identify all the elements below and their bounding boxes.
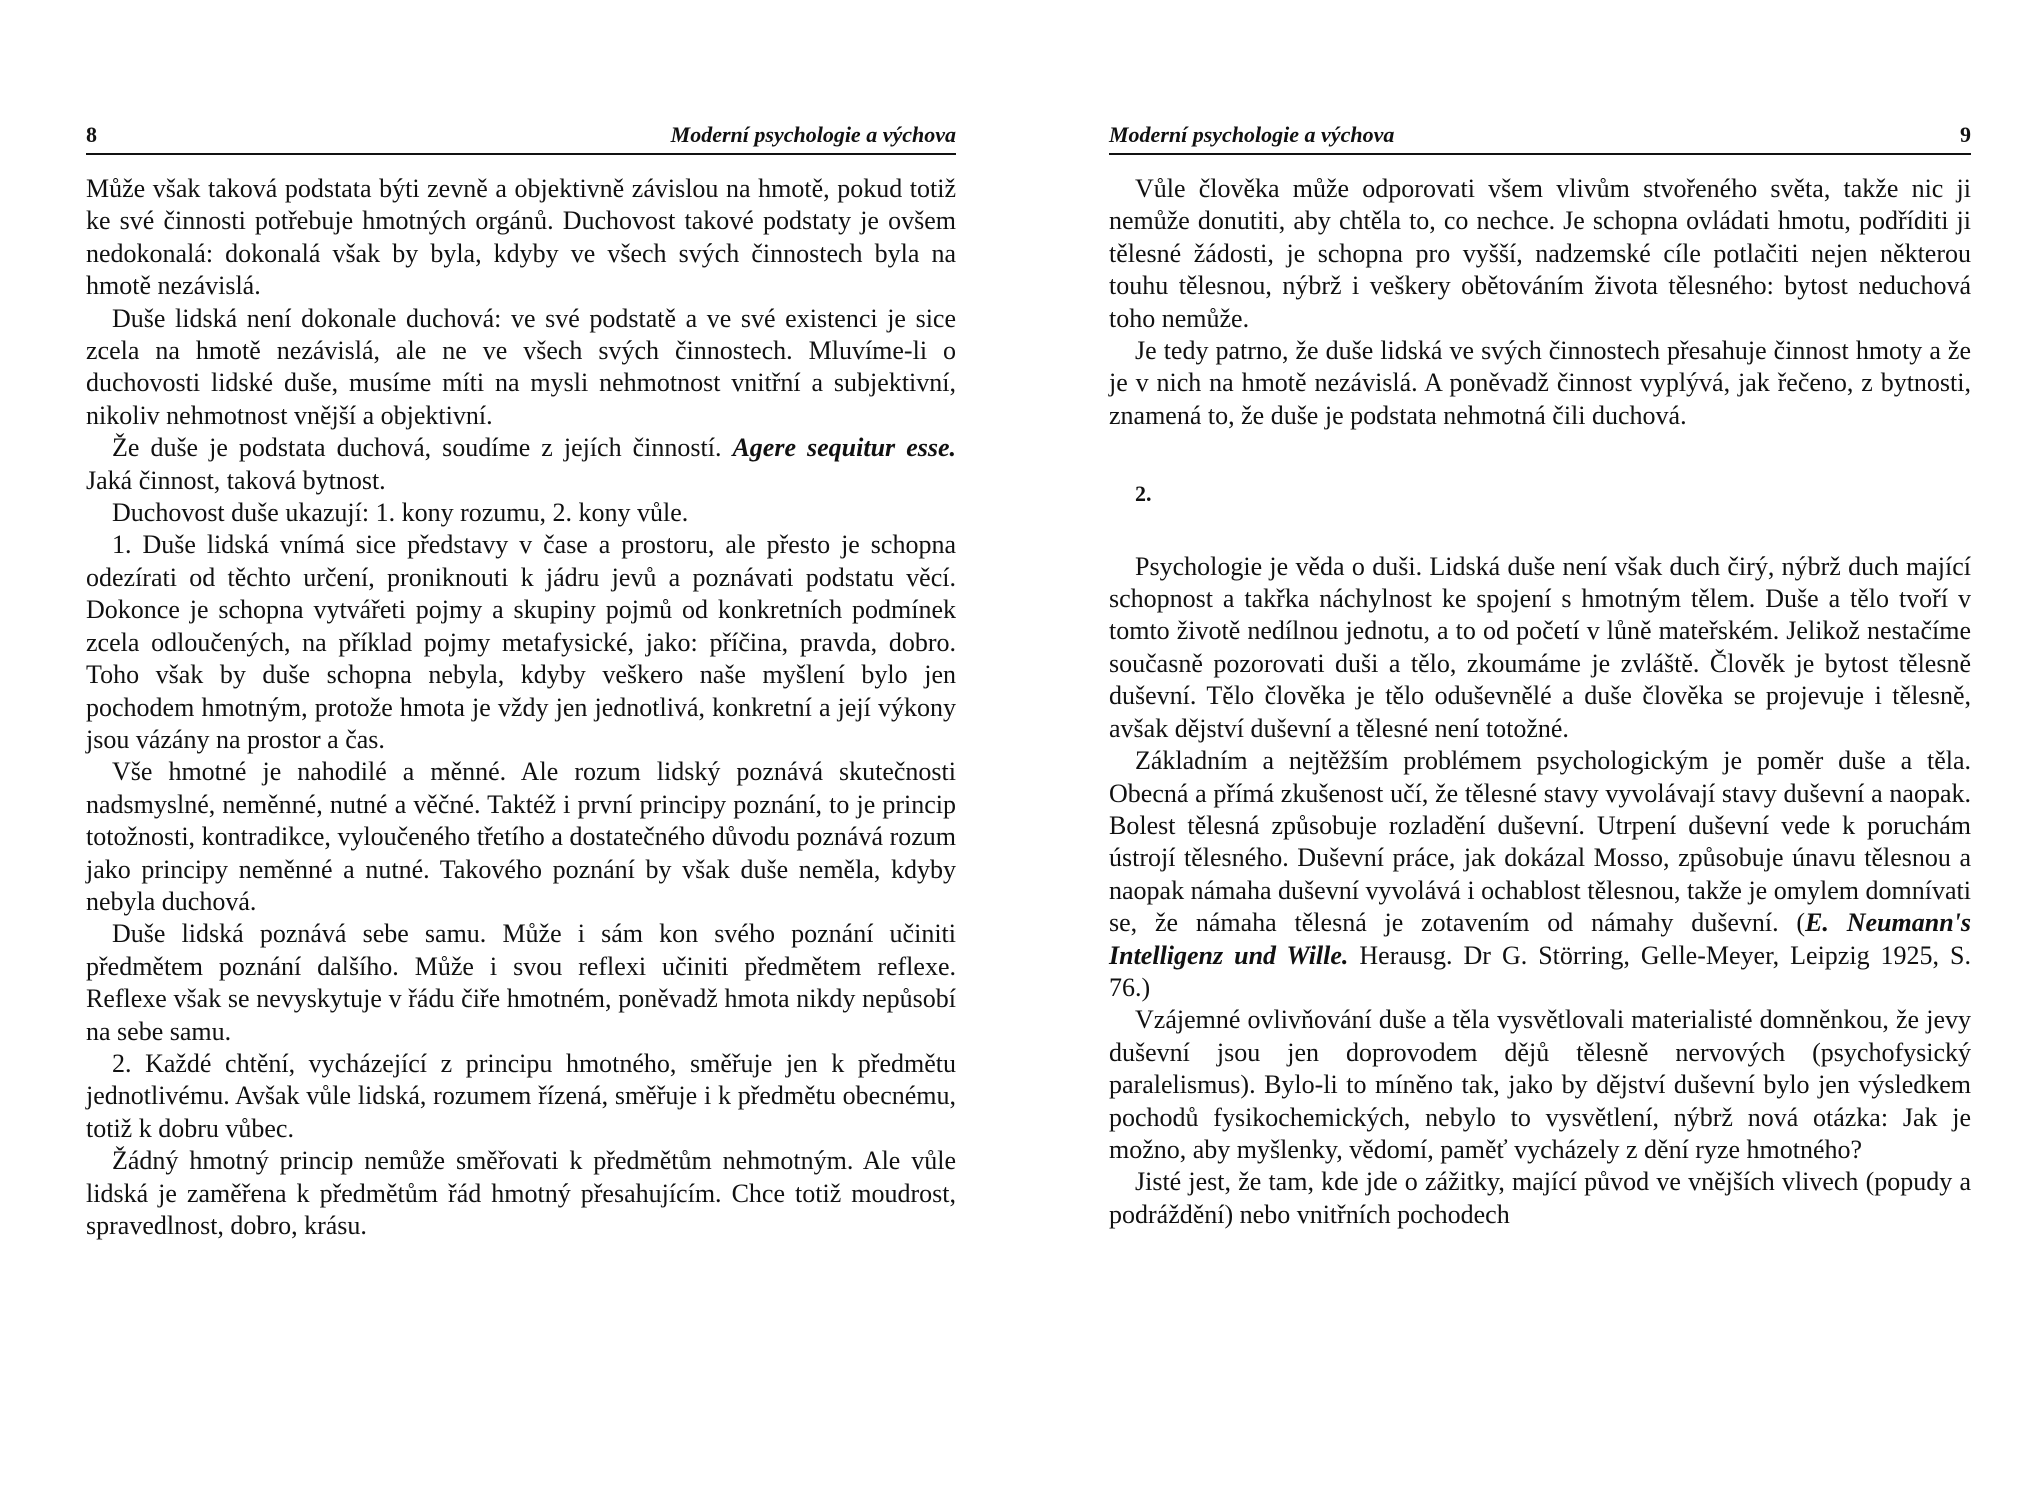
paragraph: Duše lidská není dokonale duchová: ve své podstatě a ve své existenci je sice zcela na hmotě nezávislá, ale ne ve všech svých činnostech. Mluvíme-li o duchovosti lidské duše, musíme míti na mysli nehmotnost vnitřní a subjektivní, nikoliv nehmotnost vnější a objektivní. <box>86 303 956 430</box>
left-page-header <box>86 118 956 155</box>
right-page-number: 9 <box>1960 122 1971 147</box>
right-page <box>1109 118 1971 1231</box>
paragraph: Vzájemné ovlivňování duše a těla vysvětlovali materialisté domněnkou, že jevy duševní jsou jen doprovodem dějů tělesně nervových (psychofysický paralelismus). Bylo-li to míněno tak, jako by dějství duševní bylo jen výsledkem pochodů fysikochemických, nebylo to vysvětlení, nýbrž nová otázka: Jak je možno, aby myšlenky, vědomí, paměť vycházely z dění ryze hmotného? <box>1109 1005 1971 1164</box>
paragraph: Že duše je podstata duchová, soudíme z jejích činností. Agere sequitur esse. Jaká činnost, taková bytnost. <box>86 433 957 495</box>
paragraph: Je tedy patrno, že duše lidská ve svých činnostech přesahuje činnost hmoty a že je v nich na hmotě nezávislá. A poněvadž činnost vyplývá, jak řečeno, z bytnosti, znamená to, že duše je podstata nehmotná čili duchová. <box>1109 336 1971 430</box>
italic-phrase: Agere sequitur esse. <box>732 433 957 463</box>
paragraph: Vůle člověka může odporovati všem vlivům stvořeného světa, takže nic ji nemůže donutiti, aby chtěla to, co nechce. Je schopna ovládati hmotu, podříditi ji tělesné žádosti, je schopna pro vyšší, nadzemské cíle potlačiti nejen některou touhu tělesnou, nýbrž i veškery obětováním života tělesného: bytost neduchová toho nemůže. <box>1109 174 1971 333</box>
left-running-title: Moderní psychologie a výchova <box>670 122 956 147</box>
paragraph: Jisté jest, že tam, kde jde o zážitky, mající původ ve vnějších vlivech (popudy a podráždění) nebo vnitřních pochodech <box>1109 1167 1971 1229</box>
section-number: 2. <box>1135 481 1152 507</box>
paragraph: Může však taková podstata býti zevně a objektivně závislou na hmotě, pokud totiž ke své činnosti potřebuje hmotných orgánů. Duchovost takové podstaty je ovšem nedokonalá: dokonalá však by byla, kdyby ve všech svých činnostech byla na hmotě nezávislá. <box>86 174 956 301</box>
paragraph: 2. Každé chtění, vycházející z principu hmotného, směřuje jen k předmětu jednotlivému. Avšak vůle lidská, rozumem řízená, směřuje i k předmětu obecnému, totiž k dobru vůbec. <box>86 1048 956 1143</box>
paragraph: Duše lidská poznává sebe samu. Může i sám kon svého poznání učiniti předmětem poznání dalšího. Může i svou reflexi učiniti předmětem reflexe. Reflexe však se nevyskytuje v řádu čiře hmotném, poněvadž hmota nikdy nepůsobí na sebe samu. <box>86 919 956 1046</box>
paragraph: Psychologie je věda o duši. Lidská duše není však duch čirý, nýbrž duch mající schopnost a takřka náchylnost ke spojení s hmotným tělem. Duše a tělo tvoří v tomto životě nedílnou jednotu, a to od početí v lůně mateřském. Jelikož nestačíme současně pozorovati duši a tělo, zkoumáme je zvláště. Člověk je bytost tělesně duševní. Tělo člověka je tělo oduševnělé a duše člověka se projevuje i tělesně, avšak dějství duševní a tělesné není totožné. <box>1109 551 1971 743</box>
left-page-number: 8 <box>86 122 97 147</box>
paragraph: Základním a nejtěžším problémem psychologickým je poměr duše a těla. Obecná a přímá zkušenost učí, že tělesné stavy vyvolávají stavy duševní a naopak. Bolest tělesná způsobuje rozladění duševní. Utrpení duševní vede k poruchám ústrojí tělesného. Duševní práce, jak dokázal Mosso, způsobuje únavu tělesnou a naopak námaha duševní vyvolává i ochablost tělesnou, takže je omylem domnívati se, že námaha tělesná je zotavením od námahy duševní. (E. Neumann's Intelligenz und Wille. Herausg. Dr G. Störring, Gelle-Meyer, Leipzig 1925, S. 76.) <box>1109 746 1972 1002</box>
paragraph: Duchovost duše ukazují: 1. kony rozumu, 2. kony vůle. <box>112 498 689 528</box>
paragraph: Žádný hmotný princip nemůže směřovati k předmětům nehmotným. Ale vůle lidská je zaměřena k předmětům řád hmotný přesahujícím. Chce totiž moudrost, spravedlnost, dobro, krásu. <box>86 1146 956 1240</box>
paragraph: Vše hmotné je nahodilé a měnné. Ale rozum lidský poznává skutečnosti nadsmyslné, neměnné, nutné a věčné. Taktéž i první principy poznání, to je princip totožnosti, kontradikce, vyloučeného třetího a dostatečného důvodu poznává rozum jako principy neměnné a nutné. Takového poznání by však duše neměla, kdyby nebyla duchová. <box>86 757 956 916</box>
left-page-body <box>86 173 956 1242</box>
right-running-title: Moderní psychologie a výchova <box>1109 122 1395 147</box>
italic-phrase: E. Neumann's Intelligenz und Wille. <box>1109 908 1972 970</box>
left-page <box>86 118 956 1242</box>
paragraph: 1. Duše lidská vnímá sice představy v čase a prostoru, ale přesto je schopna odezírati od těchto určení, proniknouti k jádru jevů a poznávati podstatu věcí. Dokonce je schopna vytvářeti pojmy a skupiny pojmů od konkretních podmínek zcela odloučených, na příklad pojmy metafysické, jako: příčina, pravda, dobro. Toho však by duše schopna nebyla, kdyby veškero naše myšlení bylo jen pochodem hmotným, protože hmota je vždy jen jednotlivá, konkretní a její výkony jsou vázány na prostor a čas. <box>86 530 956 754</box>
right-page-body <box>1109 173 1971 1231</box>
right-page-header <box>1109 118 1971 155</box>
